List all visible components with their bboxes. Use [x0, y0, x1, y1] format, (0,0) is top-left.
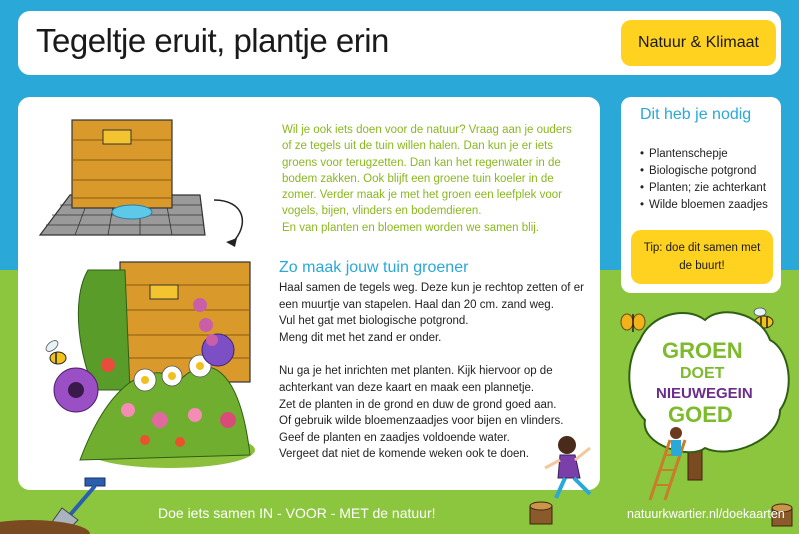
logo-line-3: NIEUWEGEIN: [656, 385, 753, 402]
logo-line-2: DOET: [680, 365, 725, 382]
tree-stump-icon: [530, 502, 552, 524]
tiled-garden-illustration: [40, 120, 205, 235]
page-title: Tegeltje eruit, plantje erin: [36, 22, 389, 59]
list-item: • Biologische potgrond: [640, 163, 768, 180]
curved-arrow-icon: [214, 200, 242, 247]
butterfly-icon: [621, 314, 645, 332]
list-item: • Planten; zie achterkant: [640, 180, 768, 197]
topic-badge: Natuur & Klimaat: [621, 20, 776, 66]
list-item: • Plantenschepje: [640, 146, 768, 163]
tip-box: Tip: doe dit samen met de buurt!: [631, 230, 773, 284]
supplies-list: [640, 146, 768, 214]
logo-line-1: GROEN: [662, 338, 743, 363]
logo-tree: [629, 312, 788, 480]
howto-title: Zo maak jouw tuin groener: [279, 259, 469, 276]
list-item: • Wilde bloemen zaadjes: [640, 197, 768, 214]
footer-url[interactable]: natuurkwartier.nl/doekaarten: [627, 507, 785, 521]
intro-text: Wil je ook iets doen voor de natuur? Vraag aan je ouders of ze tegels uit de tuin willen halen. Dan kun je er iets groens voor terugzetten. Dan kan het regenwater in de bodem zakken. Ook blijft een groene tuin koeler in de zomer. Verder maak je met het groen een leefplek voor vogels, bijen, vlinders en bodemdieren. En van planten en bloemen worden we samen blij.: [282, 124, 572, 234]
howto-steps: Haal samen de tegels weg. Deze kun je rechtop zetten of er een muurtje van stapelen. Haal dan 20 cm. zand weg. Vul het gat met biologische potgrond. Meng dit met het zand er onder. Nu ga je het inrichten met planten. Kijk hiervoor op de achterkant van deze kaart en maak een plannetje. Zet de planten in de grond en duw de grond goed aan. Of gebruik wilde bloemenzaadjes voor bijen en vlinders. Geef de planten en zaadjes voldoende water. Vergeet dat niet de komende weken ook te doen.: [279, 282, 584, 461]
bee-icon: [44, 338, 66, 364]
logo-line-4: GOED: [668, 402, 733, 427]
green-garden-illustration: [44, 262, 255, 468]
footer-slogan: Doe iets samen IN - VOOR - MET de natuur!: [158, 505, 436, 521]
supplies-title: Dit heb je nodig: [640, 106, 752, 123]
